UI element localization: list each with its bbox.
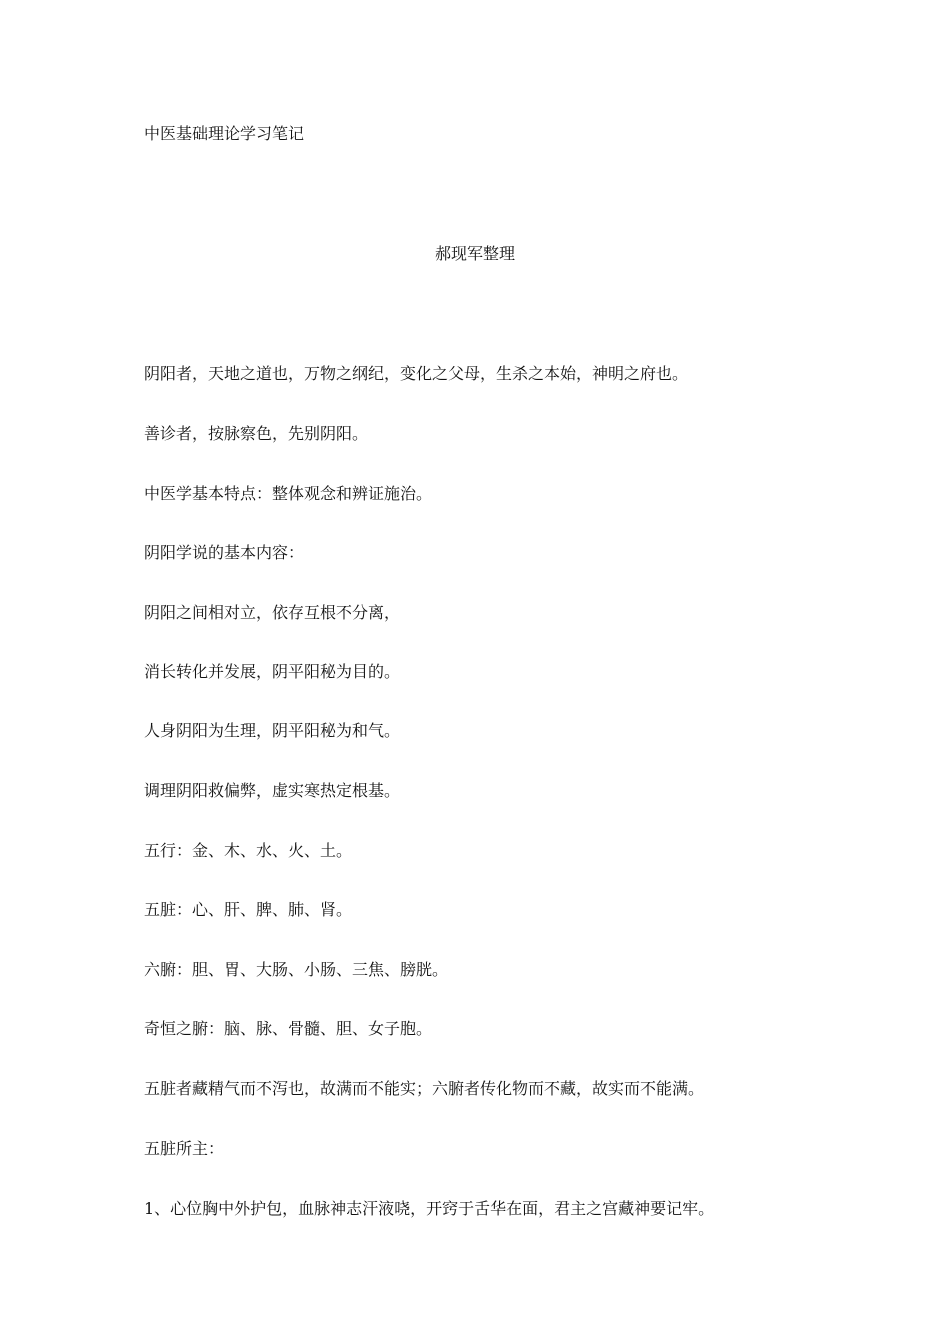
numbered-item: 1、心位胸中外护包，血脉神志汗液哓，开窍于舌华在面，君主之宫藏神要记牢。 [144, 1199, 715, 1218]
verse-line: 消长转化并发展，阴平阳秘为目的。 [144, 662, 401, 681]
paragraph: 奇恒之腑：脑、脉、骨髓、胆、女子胞。 [144, 1019, 433, 1038]
verse-line: 调理阴阳救偏弊，虚实寒热定根基。 [144, 781, 401, 800]
section-heading: 阴阳学说的基本内容： [144, 543, 305, 562]
paragraph: 五脏：心、肝、脾、肺、肾。 [144, 900, 353, 919]
paragraph: 五行：金、木、水、火、土。 [144, 841, 353, 860]
verse-line: 阴阳之间相对立，依存互根不分离， [144, 603, 401, 622]
verse-line: 人身阴阳为生理，阴平阳秘为和气。 [144, 721, 401, 740]
section-heading: 五脏所主： [144, 1139, 225, 1158]
document-title: 中医基础理论学习笔记 [144, 124, 305, 143]
paragraph: 五脏者藏精气而不泻也，故满而不能实；六腑者传化物而不藏，故实而不能满。 [144, 1079, 705, 1098]
document-author: 郝现军整理 [434, 244, 515, 263]
paragraph: 阴阳者，天地之道也，万物之纲纪，变化之父母，生杀之本始，神明之府也。 [144, 364, 689, 383]
paragraph: 六腑：胆、胃、大肠、小肠、三焦、膀胱。 [144, 960, 449, 979]
paragraph: 中医学基本特点：整体观念和辨证施治。 [144, 484, 433, 503]
paragraph: 善诊者，按脉察色，先别阴阳。 [144, 424, 369, 443]
